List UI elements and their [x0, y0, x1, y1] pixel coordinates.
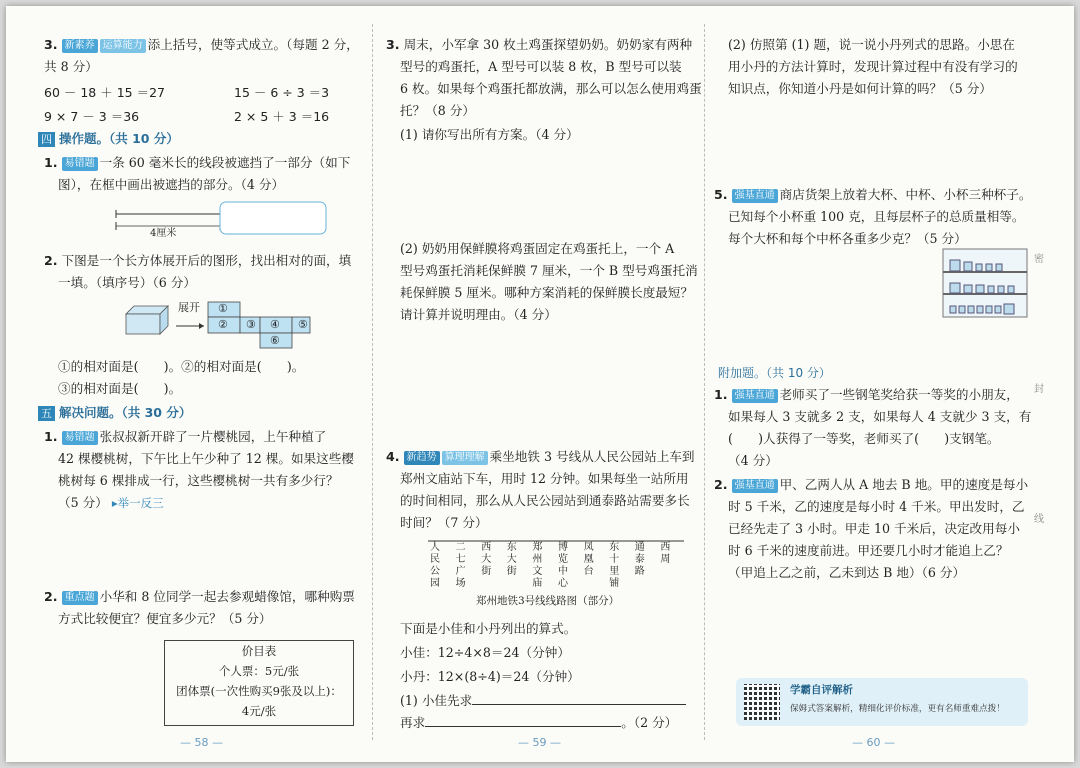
- answer-blank[interactable]: [472, 690, 686, 705]
- question-5-line-3: 每个大杯和每个中杯各重多少克？（5 分）: [728, 231, 967, 246]
- price-table: [164, 640, 354, 726]
- problem-1-line-4: （5 分） ▸举一反三: [58, 495, 164, 510]
- qr-code-icon[interactable]: [744, 684, 780, 720]
- equation-2: 15 － 6 ÷ 3 ＝3: [234, 85, 330, 100]
- face-4: ④: [270, 318, 280, 331]
- page-number: — 58 —: [180, 736, 223, 749]
- binding-mark-3: 线: [1034, 514, 1044, 525]
- banner-title: 学霸自评解析: [790, 684, 853, 696]
- equation-4: 2 × 5 ＋ 3 ＝16: [234, 109, 330, 124]
- question-4-line-2: 郑州文庙站下车，用时 12 分钟。如果每坐一站所用: [400, 471, 689, 486]
- sub-question-1-line-2: 再求 。（2 分）: [400, 712, 702, 734]
- bonus-2-line-4: 时 6 千米的速度前进。甲还要几小时才能追上乙？: [728, 543, 1009, 558]
- price-group: 团体票(一次性购买9张及以上)：: [176, 684, 342, 698]
- calc-xiaodan: 小丹：12×(8÷4)＝24（分钟）: [400, 669, 580, 684]
- tag-new-literacy: 新素养: [62, 39, 98, 53]
- calc-xiaojia: 小佳：12÷4×8＝24（分钟）: [400, 645, 570, 660]
- sub-question-2-line-1: (2) 仿照第 (1) 题，说一说小丹列式的思路。小思在: [728, 37, 1015, 52]
- calc-intro: 下面是小佳和小丹列出的算式。: [400, 621, 577, 636]
- question-3-line-1: 3. 周末，小军拿 30 枚土鸡蛋探望奶奶。奶奶家有两种: [386, 37, 693, 52]
- problem-1-line-3: 桃树每 6 棵排成一行，这些樱桃树一共有多少行？: [58, 473, 339, 488]
- extend-practice-link[interactable]: ▸举一反三: [111, 496, 164, 510]
- section-4-heading: 四 操作题。（共 10 分）: [38, 128, 362, 150]
- question-5-line-2: 已知每个小杯重 100 克，且每层杯子的总质量相等。: [728, 209, 1025, 224]
- face-6: ⑥: [270, 334, 280, 347]
- station-name: 凤凰台: [583, 542, 594, 577]
- station-name: 二七广场: [455, 542, 466, 589]
- bonus-1-line-2: 如果每人 3 支就多 2 支，如果每人 4 支就少 3 支，有: [728, 409, 1032, 424]
- op-question-1-line-1: 1. 易错题 一条 60 毫米长的线段被遮挡了一部分（如下: [44, 155, 351, 170]
- page-divider: [372, 24, 373, 740]
- station-name: 西周: [660, 542, 671, 565]
- bonus-1-line-3: ( )人获得了一等奖，老师买了( )支钢笔。: [728, 431, 1000, 446]
- page-divider: [704, 24, 705, 740]
- question-3-line-4: 托？（8 分）: [400, 103, 475, 118]
- bonus-2-line-3: 已经先走了 3 小时。甲走 10 千米后，决定改用每小: [728, 521, 1020, 536]
- sub-question-2-line-3: 知识点，你知道小丹是如何计算的吗？（5 分）: [728, 81, 992, 96]
- page-58: [41, 6, 362, 762]
- tag-foundation: 强基直通: [732, 479, 778, 493]
- bonus-2-line-1: 2. 强基直通 甲、乙两人从 A 地去 B 地。甲的速度是每小: [714, 477, 1029, 492]
- tag-calc-ability: 运算能力: [100, 39, 146, 53]
- net-arrow-label: 展开: [178, 301, 200, 314]
- tag-new-trend: 新趋势: [404, 451, 440, 465]
- question-3-part-2-line-1: (2) 奶奶用保鲜膜将鸡蛋固定在鸡蛋托上，一个 A: [400, 241, 675, 256]
- station-name: 西大街: [481, 542, 492, 577]
- page-60: [714, 6, 1036, 762]
- self-assessment-banner[interactable]: [736, 678, 1028, 726]
- tag-foundation: 强基直通: [732, 389, 778, 403]
- segment-figure: [104, 200, 334, 242]
- page-number: — 59 —: [518, 736, 561, 749]
- op-question-2-answer-1: ①的相对面是( )。②的相对面是( )。: [58, 359, 305, 374]
- equation-1: 60 － 18 ＋ 15 ＝27: [44, 85, 165, 100]
- station-name: 东大街: [506, 542, 517, 577]
- question-3-part-2-line-3: 耗保鲜膜 5 厘米。哪种方案消耗的保鲜膜长度最短？: [400, 285, 694, 300]
- op-question-1-line-2: 图），在框中画出被遮挡的部分。（4 分）: [58, 177, 285, 192]
- cup-shelf-image: [942, 248, 1028, 318]
- question-3-part-2-line-2: 型号鸡蛋托消耗保鲜膜 7 厘米，一个 B 型号鸡蛋托消: [400, 263, 698, 278]
- page-number: — 60 —: [852, 736, 895, 749]
- price-individual: 个人票：5元/张: [218, 664, 300, 678]
- op-question-2-line-1: 2. 下图是一个长方体展开后的图形，找出相对的面，填: [44, 253, 352, 268]
- question-3-line-3: 6 枚。如果每个鸡蛋托都放满，那么可以怎么使用鸡蛋: [400, 81, 702, 96]
- bonus-1-line-4: （4 分）: [728, 453, 778, 468]
- op-question-2-line-2: 一填。（填序号）（6 分）: [58, 275, 196, 290]
- station-name: 东十里铺: [609, 542, 620, 589]
- segment-label: 4厘米: [150, 228, 177, 239]
- station-name: 通泰路: [634, 542, 645, 577]
- question-4-line-3: 的时间相同，那么从人民公园站到通泰路站需要多长: [400, 493, 690, 508]
- workbook-spread: [6, 6, 1074, 762]
- answer-blank[interactable]: [425, 712, 621, 727]
- bonus-2-line-2: 时 5 千米，乙的速度是每小时 4 千米。甲出发时，乙: [728, 499, 1025, 514]
- op-question-2-answer-2: ③的相对面是( )。: [58, 381, 182, 396]
- station-name: 博览中心: [558, 542, 568, 589]
- sub-question-1-line-1: (1) 小佳先求: [400, 690, 702, 712]
- tag-key-question: 重点题: [62, 591, 98, 605]
- sub-question-2-line-2: 用小丹的方法计算时，发现计算过程中有没有学习的: [728, 59, 1018, 74]
- price-group-value: 4元/张: [241, 704, 277, 718]
- problem-1-line-1: 1. 易错题 张叔叔新开辟了一片樱桃园，上午种植了: [44, 429, 327, 444]
- binding-mark-1: 密: [1034, 254, 1044, 265]
- banner-text: 保姆式答案解析，精细化评价标准，更有名师重难点拨！: [790, 704, 1005, 714]
- tag-foundation: 强基直通: [732, 189, 778, 203]
- section-5-heading: 五 解决问题。（共 30 分）: [38, 402, 362, 424]
- station-list: [426, 542, 686, 594]
- question-4-line-1: 4. 新趋势 算理理解 乘坐地铁 3 号线从人民公园站上车到: [386, 449, 695, 464]
- station-name: 郑州文庙: [532, 542, 543, 589]
- face-1: ①: [218, 302, 228, 315]
- problem-1-line-2: 42 棵樱桃树，下午比上午少种了 12 棵。如果这些樱: [58, 451, 354, 466]
- bonus-section-title: 附加题。（共 10 分）: [718, 366, 831, 380]
- face-2: ②: [218, 318, 228, 331]
- question-3-line-2: 共 8 分）: [44, 59, 98, 74]
- bonus-1-line-1: 1. 强基直通 老师买了一些钢笔奖给获一等奖的小朋友，: [714, 387, 1019, 402]
- tag-error-prone: 易错题: [62, 157, 98, 171]
- bonus-2-line-5: （甲追上乙之前，乙未到达 B 地）（6 分）: [728, 565, 966, 580]
- problem-2-line-1: 2. 重点题 小华和 8 位同学一起去参观蜡像馆，哪种购票: [44, 589, 355, 604]
- question-3-part-2-line-4: 请计算并说明理由。（4 分）: [400, 307, 557, 322]
- tag-arithmetic-understanding: 算理理解: [442, 451, 488, 465]
- problem-2-line-2: 方式比较便宜？便宜多少元？（5 分）: [58, 611, 272, 626]
- binding-mark-2: 封: [1034, 384, 1044, 395]
- question-3-part-1: (1) 请你写出所有方案。（4 分）: [400, 127, 579, 142]
- face-5: ⑤: [298, 318, 308, 331]
- equation-3: 9 × 7 － 3 ＝36: [44, 109, 140, 124]
- tag-error-prone: 易错题: [62, 431, 98, 445]
- map-caption: 郑州地铁3号线线路图（部分）: [476, 595, 620, 607]
- station-name: 人民公园: [430, 542, 440, 589]
- page-59: [386, 6, 702, 762]
- question-3-line-1: 3. 新素养 运算能力 添上括号，使等式成立。（每题 2 分，: [44, 37, 359, 52]
- question-4-line-4: 时间？（7 分）: [400, 515, 488, 530]
- question-5-line-1: 5. 强基直通 商店货架上放着大杯、中杯、小杯三种杯子。: [714, 187, 1032, 202]
- question-3-line-2: 型号的鸡蛋托，A 型号可以装 8 枚，B 型号可以装: [400, 59, 682, 74]
- face-3: ③: [246, 318, 256, 331]
- price-table-title: 价目表: [241, 644, 277, 658]
